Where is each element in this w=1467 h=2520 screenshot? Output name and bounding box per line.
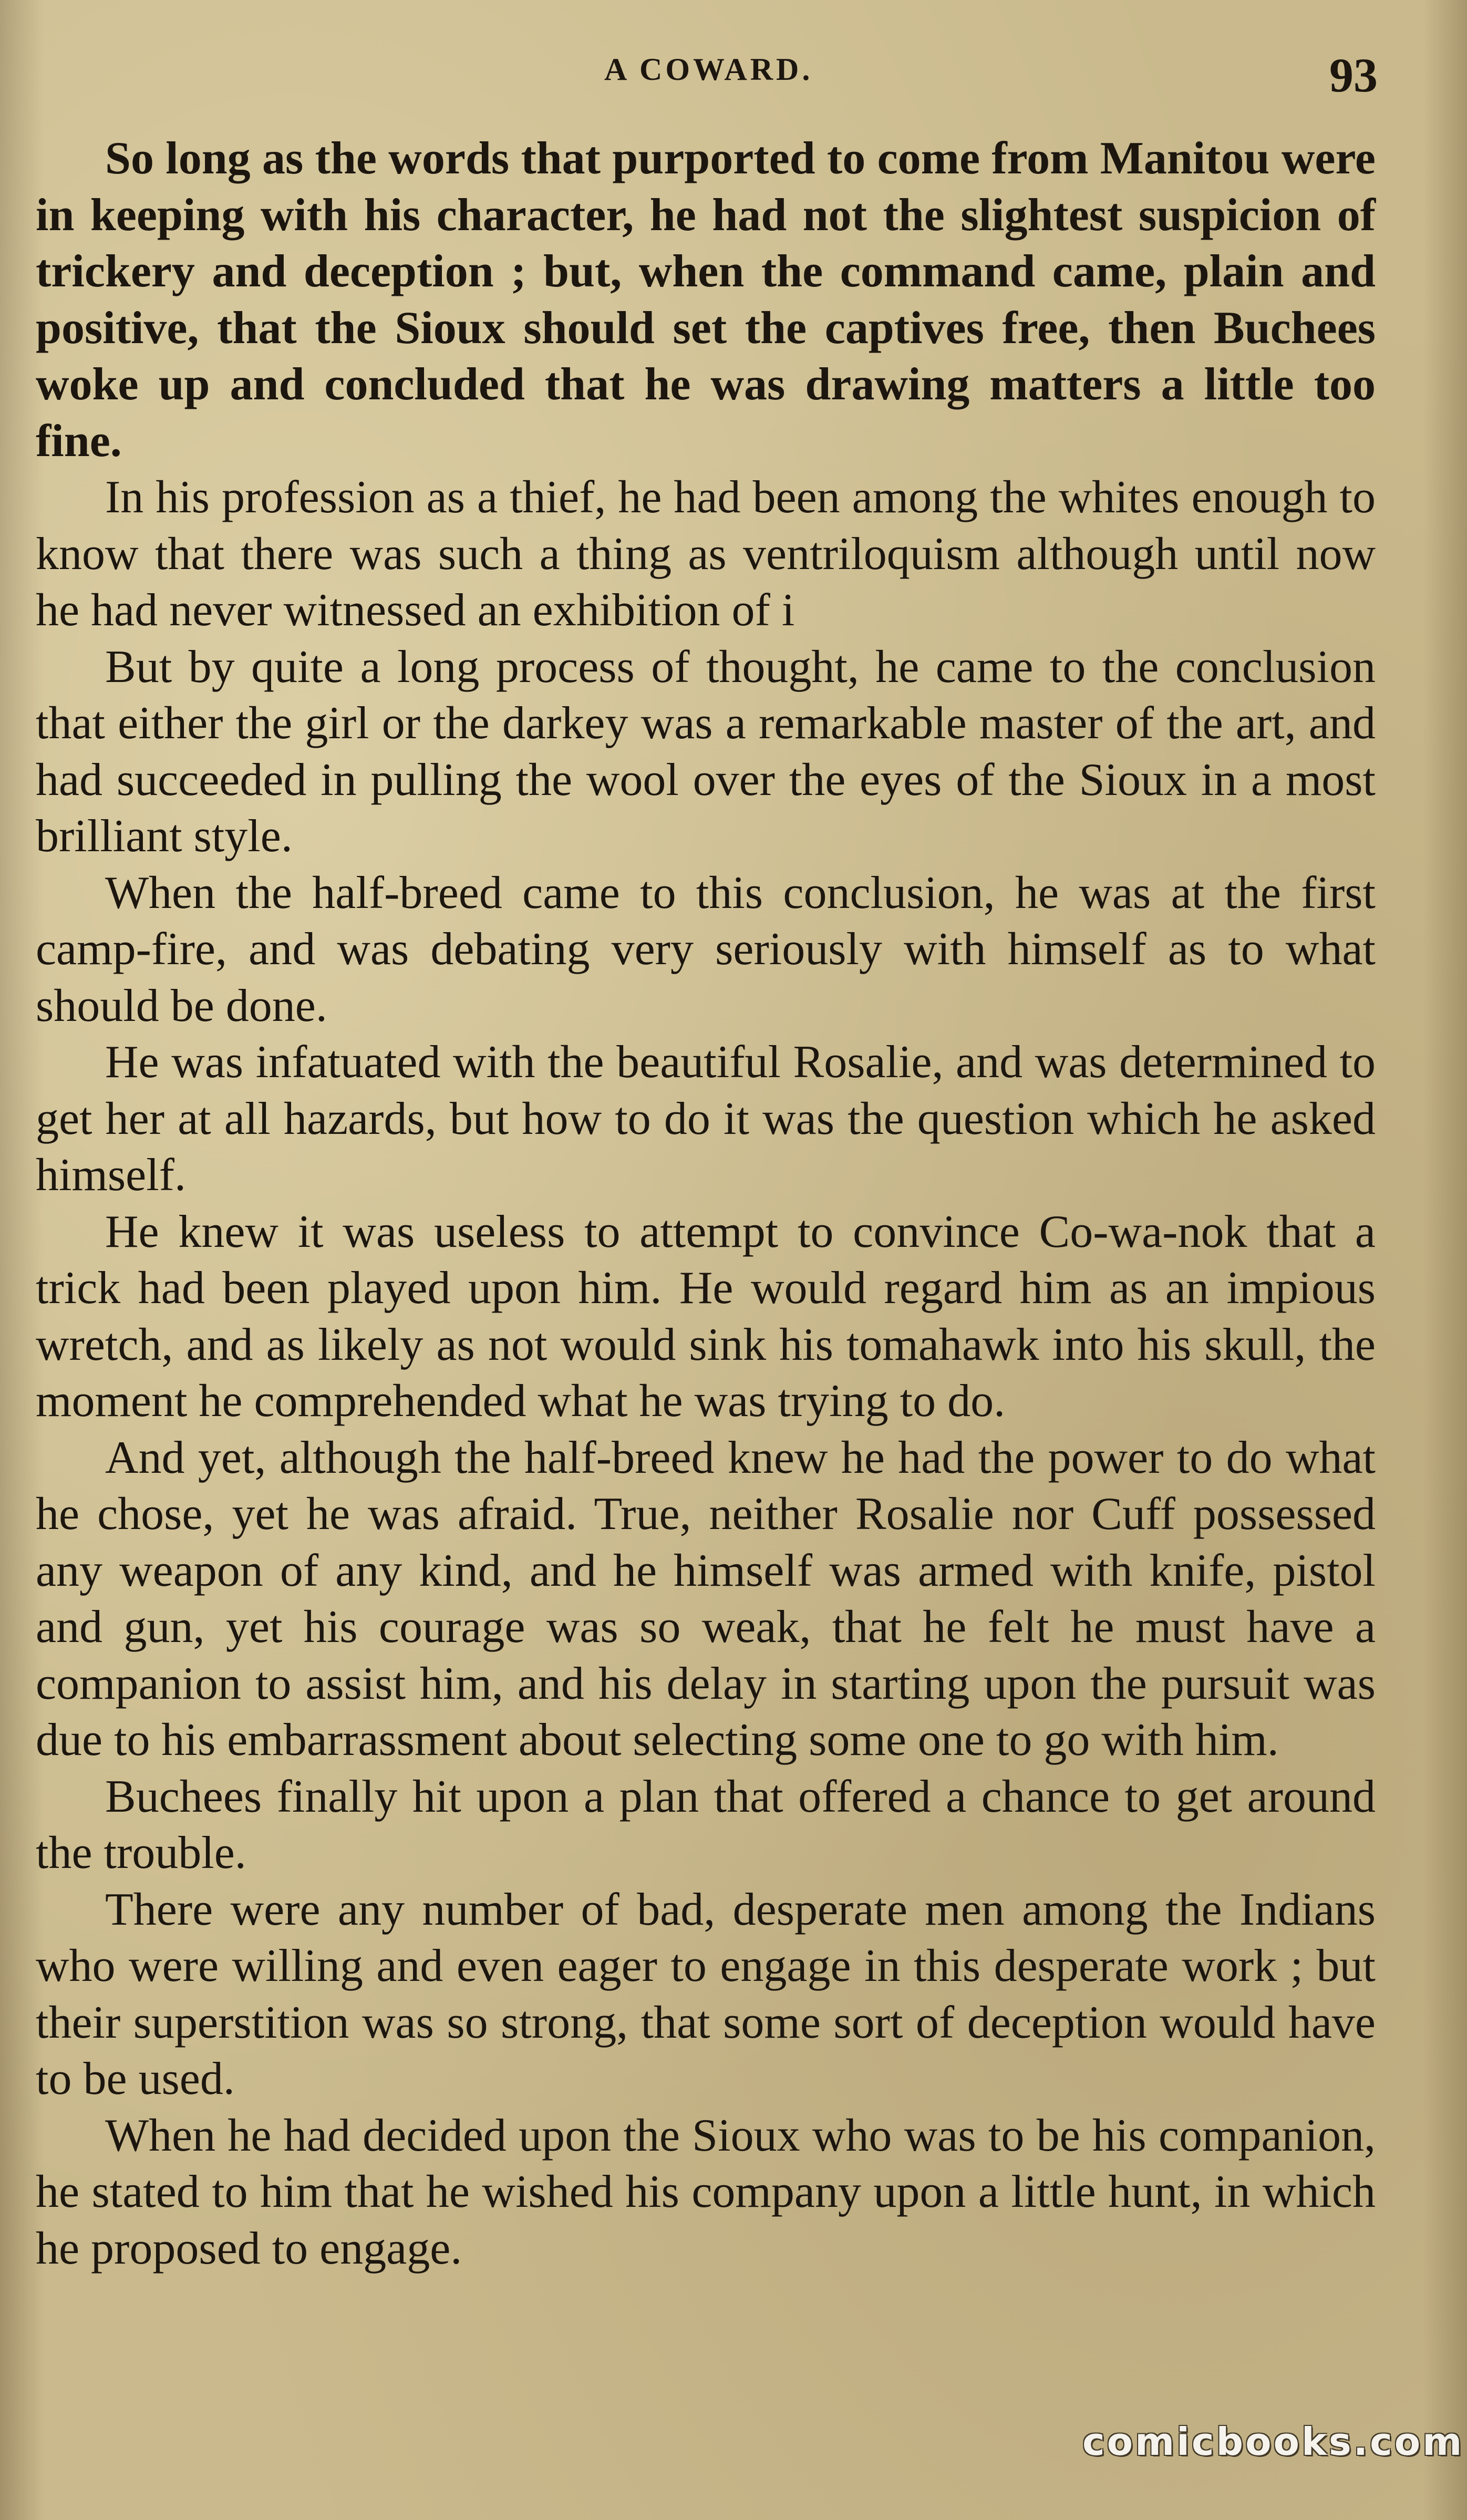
paragraph-4: When the half-breed came to this conclusion, he was at the first camp-fire, and was debating very seriously with himself as to what should be done. xyxy=(36,867,1376,1031)
paragraph-1: So long as the words that purported to come from Manitou were in keeping with his character, he had not the slightest suspicion of trickery and deception ; but, when the command came, plain and positive, that the Sioux should set the captives free, then Buchees woke up and concluded that he was drawing matters a little too fine. xyxy=(36,133,1376,467)
page-header xyxy=(0,47,1467,110)
paragraph-5: He was infatuated with the beautiful Rosalie, and was determined to get her at all hazards, but how to do it was the question which he asked himself. xyxy=(36,1037,1376,1201)
running-title: A COWARD. xyxy=(604,52,813,87)
paragraph-9: There were any number of bad, desperate men among the Indians who were willing and even eager to engage in this desperate work ; but their superstition was so strong, that some sort of deception would have to be used. xyxy=(36,1884,1376,2104)
paragraph-7: And yet, although the half-breed knew he had the power to do what he chose, yet he was afraid. True, neither Rosalie nor Cuff possessed any weapon of any kind, and he himself was armed with knife, pistol and gun, yet his courage was so weak, that he felt he must have a companion to assist him, and his delay in starting upon the pursuit was due to his embarrassment about selecting some one to go with him. xyxy=(36,1432,1376,1765)
paragraph-10: When he had decided upon the Sioux who was to be his companion, he stated to him that he wished his company upon a little hunt, in which he proposed to engage. xyxy=(36,2110,1376,2274)
paragraph-8: Buchees finally hit upon a plan that offered a chance to get around the trouble. xyxy=(36,1771,1376,1878)
paragraph-6: He knew it was useless to attempt to convince Co-wa-nok that a trick had been played upon him. He would regard him as an impious wretch, and as likely as not would sink his tomahawk into his skull, the moment he comprehended what he was trying to do. xyxy=(36,1206,1376,1427)
watermark: comicbooks.com xyxy=(1082,2420,1464,2464)
body-text xyxy=(36,130,1376,2277)
paragraph-2: In his profession as a thief, he had been among the whites enough to know that there was such a thing as ventriloquism although until now he had never witnessed an exhibition of i xyxy=(36,472,1376,636)
paragraph-3: But by quite a long process of thought, he came to the conclusion that either the girl or the darkey was a remarkable master of the art, and had succeeded in pulling the wool over the eyes of the Sioux in a most brilliant style. xyxy=(36,641,1376,862)
page-number: 93 xyxy=(1329,48,1378,102)
